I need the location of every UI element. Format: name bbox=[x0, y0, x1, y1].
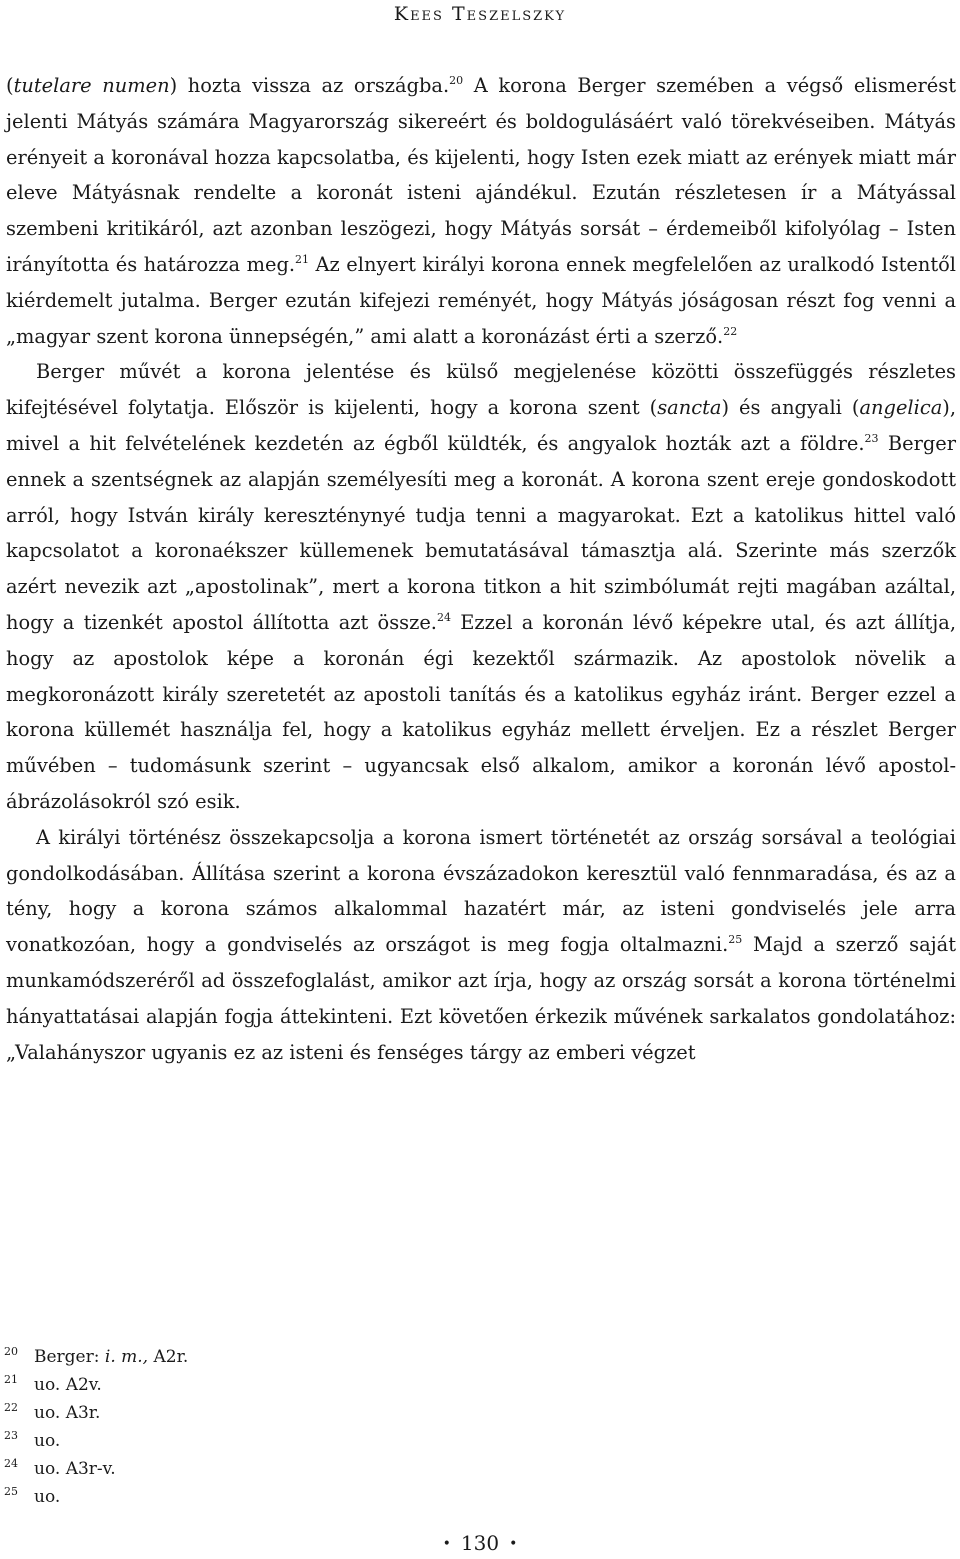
footnote-number: 22 bbox=[4, 1401, 18, 1414]
footnote-ref-23: 23 bbox=[864, 431, 879, 445]
footnote-number: 25 bbox=[4, 1485, 18, 1498]
footnote: 24 uo. A3r-v. bbox=[4, 1455, 604, 1483]
footnote-ref-24: 24 bbox=[436, 610, 451, 624]
footnote: 22 uo. A3r. bbox=[4, 1399, 604, 1427]
footnote-ref-20: 20 bbox=[449, 74, 464, 87]
footnote-number: 21 bbox=[4, 1373, 18, 1386]
paragraph-1: (tutelare numen) hozta vissza az országba.$^{20}$ A korona Berger szemében a végső elismerést jelenti Mátyás számára Magyarország sikereért és boldogulásáért való törekvéseiben. Mátyás erényeit a koronával hozza kapcsolatba, és kijelenti, hogy Isten ezek miatt az erények miatt már eleve Mátyásnak rendelte a koronát isteni ajándékul. Ezután részletesen ír a Mátyással szembeni kritikáról, azt azonban leszögezi, hogy Mátyás sorsát – érdemeiből kifolyólag – Isten irányította és határozza meg.$^{21}$ Az elnyert királyi korona ennek megfelelően az uralkodó Istentől kiérdemelt jutalma. Berger ezután kifejezi reményét, hogy Mátyás jóságosan részt fog venni a „magyar szent korona ünnepségén,” ami alatt a koronázást érti a szerző.$^{22}$ bbox=[6, 74, 957, 348]
latin-term: tutelare numen bbox=[13, 74, 170, 97]
page-number-value: 130 bbox=[460, 1531, 500, 1555]
footnote-ref-21: 21 bbox=[295, 252, 310, 266]
paragraph-2: Berger művét a korona jelentése és külső megjelenése közötti összefüggés részletes kifejtésével folytatja. Először is kijelenti, hogy a korona szent (sancta) és angyali (angelica), mivel a hit felvételének kezdetén az égből küldték, és angyalok hozták azt a földre.$^{23}$ Berger ennek a szentségnek az alapján személyesíti meg a koronát. A korona szent ereje gondoskodott arról, hogy István király kereszténynyé tudja tenni a magyarokat. Ezt a katolikus hittel való kapcsolatot a koronaékszer küllemenek bemutatásával támasztja alá. Szerinte más szerzők azért nevezik azt „apostolinak”, mert a korona titkon a hit szimbólumát rejti magában azáltal, hogy a tizenkét apostol állította azt össze.$^{24}$ Ezzel a koronán lévő képekre utal, és azt állítja, hogy az apostolok képe a koronán égi kezektől származik. Az apostolok növelik a megkoronázott király szeretetét az apostoli tanítás és a katolikus egyház iránt. Berger ezzel a korona küllemét használja fel, hogy a katolikus egyház mellett érveljen. Ez a részlet Berger művében – tudomásunk szerint – ugyancsak első alkalom, amikor a koronán lévő apostol-ábrázolásokról szó esik. bbox=[6, 360, 956, 813]
footnote-ref-25: 25 bbox=[728, 933, 743, 947]
latin-term: angelica bbox=[859, 396, 943, 420]
footnote-number: 20 bbox=[4, 1345, 18, 1358]
bullet-ornament-left: • bbox=[442, 1536, 451, 1552]
footnote-number: 23 bbox=[4, 1429, 18, 1442]
page-number bbox=[0, 1532, 960, 1557]
footnote: 25 uo. bbox=[4, 1483, 604, 1511]
footnote: 20 Berger: i. m., A2r. bbox=[4, 1343, 604, 1371]
bullet-ornament-right: • bbox=[509, 1536, 518, 1552]
main-text bbox=[6, 68, 956, 1070]
running-header: Kees Teszelszky bbox=[393, 3, 567, 25]
footnotes bbox=[4, 1343, 604, 1511]
paragraph-3: A királyi történész összekapcsolja a korona ismert történetét az ország sorsával a teológiai gondolkodásában. Állítása szerint a korona évszázadokon keresztül való fennmaradása, és az a tény, hogy a korona számos alkalommal hazatért már, az isteni gondviselés jele arra vonatkozóan, hogy a gondviselés az országot is meg fogja oltalmazni.$^{25}$ Majd a szerző saját munkamódszeréről ad összefoglalást, amikor azt írja, hogy az ország sorsát a korona történelmi hányattatásai alapján fogja áttekinteni. Ezt követően érkezik művének sarkalatos gondolatához: „Valahányszor ugyanis ez az isteni és fenséges tárgy az emberi végzet bbox=[6, 825, 957, 1064]
latin-term: sancta bbox=[657, 396, 722, 420]
footnote: 23 uo. bbox=[4, 1427, 604, 1455]
footnote-ref-22: 22 bbox=[723, 324, 738, 338]
footnote-number: 24 bbox=[4, 1457, 18, 1470]
footnote: 21 uo. A2v. bbox=[4, 1371, 604, 1399]
